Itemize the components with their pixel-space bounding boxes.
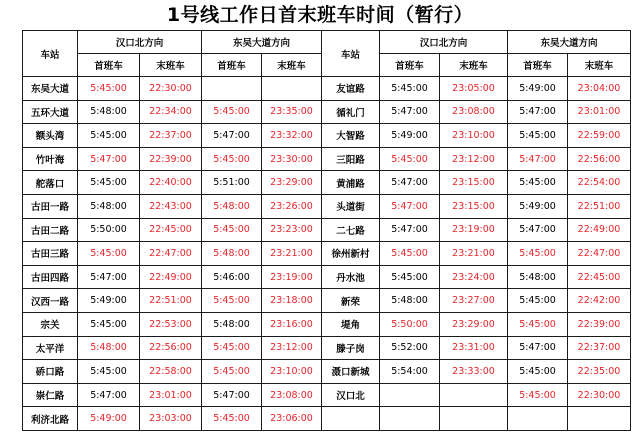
dongwu-first-train-cell: 5:45:00	[202, 289, 262, 313]
station-name-cell: 额头湾	[23, 124, 78, 148]
station-name-cell: 大智路	[322, 124, 380, 148]
dongwu-first-train-cell: 5:47:00	[202, 124, 262, 148]
dongwu-first-train-cell: 5:46:00	[202, 265, 262, 289]
dongwu-first-train-cell	[202, 77, 262, 101]
hankou-first-train-cell	[380, 407, 440, 431]
hankou-last-train-cell: 23:12:00	[440, 147, 508, 171]
dongwu-last-train-cell: 23:04:00	[568, 77, 631, 101]
dongwu-last-train-cell: 23:35:00	[262, 100, 322, 124]
dongwu-first-train-cell: 5:47:00	[508, 100, 568, 124]
dongwu-last-train-cell: 22:49:00	[568, 218, 631, 242]
hankou-last-train-cell: 23:33:00	[440, 360, 508, 384]
timetable	[22, 30, 631, 431]
hankou-first-train-cell: 5:48:00	[78, 336, 140, 360]
dongwu-first-train-cell: 5:45:00	[508, 171, 568, 195]
hankou-first-train-cell: 5:47:00	[380, 100, 440, 124]
dongwu-first-train-cell: 5:48:00	[202, 194, 262, 218]
hankou-last-train-cell: 22:58:00	[140, 360, 202, 384]
dongwu-first-train-cell: 5:45:00	[508, 312, 568, 336]
first-train-header: 首班车	[508, 54, 568, 77]
dongwu-first-train-cell	[508, 407, 568, 431]
hankou-last-train-cell: 23:10:00	[440, 124, 508, 148]
dongwu-last-train-cell	[568, 407, 631, 431]
hankou-last-train-cell: 23:03:00	[140, 407, 202, 431]
dongwu-last-train-cell: 22:47:00	[568, 242, 631, 266]
hankou-last-train-cell: 22:51:00	[140, 289, 202, 313]
dongwu-first-train-cell: 5:48:00	[202, 242, 262, 266]
station-name-cell: 宗关	[23, 312, 78, 336]
station-name-cell: 竹叶海	[23, 147, 78, 171]
dongwu-last-train-cell: 23:06:00	[262, 407, 322, 431]
station-name-cell: 古田三路	[23, 242, 78, 266]
dongwu-first-train-cell: 5:45:00	[508, 360, 568, 384]
station-name-cell: 五环大道	[23, 100, 78, 124]
last-train-header: 末班车	[140, 54, 202, 77]
station-name-cell: 滠口新城	[322, 360, 380, 384]
hankou-first-train-cell: 5:45:00	[380, 147, 440, 171]
hankou-last-train-cell: 22:49:00	[140, 265, 202, 289]
station-column-header: 车站	[322, 31, 380, 77]
table-row	[23, 383, 631, 407]
hankou-last-train-cell	[440, 383, 508, 407]
hankou-last-train-cell: 23:21:00	[440, 242, 508, 266]
dongwu-first-train-cell: 5:45:00	[508, 383, 568, 407]
hankou-first-train-cell: 5:47:00	[78, 383, 140, 407]
hankou-last-train-cell: 23:15:00	[440, 194, 508, 218]
dongwu-last-train-cell: 22:45:00	[568, 265, 631, 289]
station-name-cell: 硚口路	[23, 360, 78, 384]
station-name-cell: 三阳路	[322, 147, 380, 171]
station-name-cell: 循礼门	[322, 100, 380, 124]
dongwu-last-train-cell: 23:23:00	[262, 218, 322, 242]
hankou-first-train-cell: 5:45:00	[78, 77, 140, 101]
hankou-last-train-cell: 23:27:00	[440, 289, 508, 313]
hankou-last-train-cell: 22:40:00	[140, 171, 202, 195]
station-name-cell: 头道街	[322, 194, 380, 218]
station-name-cell: 二七路	[322, 218, 380, 242]
dongwu-first-train-cell: 5:49:00	[508, 77, 568, 101]
hankou-first-train-cell: 5:52:00	[380, 336, 440, 360]
dongwu-first-train-cell: 5:45:00	[508, 242, 568, 266]
table-row	[23, 242, 631, 266]
table-row	[23, 265, 631, 289]
station-name-cell: 舵落口	[23, 171, 78, 195]
station-name-cell	[322, 407, 380, 431]
dongwu-first-train-cell: 5:51:00	[202, 171, 262, 195]
dongwu-last-train-cell: 23:18:00	[262, 289, 322, 313]
dongwu-first-train-cell: 5:45:00	[202, 360, 262, 384]
dongwu-last-train-cell: 22:56:00	[568, 147, 631, 171]
dongwu-first-train-cell: 5:47:00	[508, 218, 568, 242]
station-name-cell: 黄浦路	[322, 171, 380, 195]
hankou-last-train-cell: 22:30:00	[140, 77, 202, 101]
hankou-direction-header: 汉口北方向	[380, 31, 508, 54]
hankou-last-train-cell: 23:31:00	[440, 336, 508, 360]
table-row	[23, 194, 631, 218]
dongwu-last-train-cell: 23:30:00	[262, 147, 322, 171]
dongwu-last-train-cell: 22:54:00	[568, 171, 631, 195]
hankou-first-train-cell: 5:48:00	[78, 100, 140, 124]
hankou-first-train-cell: 5:48:00	[78, 194, 140, 218]
last-train-header: 末班车	[568, 54, 631, 77]
hankou-first-train-cell: 5:49:00	[78, 289, 140, 313]
hankou-last-train-cell: 22:37:00	[140, 124, 202, 148]
dongwu-last-train-cell: 23:16:00	[262, 312, 322, 336]
dongwu-first-train-cell: 5:47:00	[508, 336, 568, 360]
hankou-first-train-cell: 5:48:00	[380, 289, 440, 313]
first-train-header: 首班车	[202, 54, 262, 77]
hankou-last-train-cell: 22:45:00	[140, 218, 202, 242]
hankou-last-train-cell: 22:53:00	[140, 312, 202, 336]
hankou-last-train-cell	[440, 407, 508, 431]
dongwu-first-train-cell: 5:45:00	[202, 407, 262, 431]
dongwu-last-train-cell: 23:32:00	[262, 124, 322, 148]
page-title: 1号线工作日首末班车时间（暂行）	[166, 4, 474, 26]
hankou-first-train-cell: 5:50:00	[78, 218, 140, 242]
hankou-first-train-cell	[380, 383, 440, 407]
dongwu-last-train-cell: 23:29:00	[262, 171, 322, 195]
hankou-direction-header: 汉口北方向	[78, 31, 202, 54]
table-row	[23, 77, 631, 101]
hankou-first-train-cell: 5:45:00	[78, 312, 140, 336]
dongwu-last-train-cell: 23:21:00	[262, 242, 322, 266]
station-name-cell: 东吴大道	[23, 77, 78, 101]
hankou-first-train-cell: 5:45:00	[78, 124, 140, 148]
header-row-directions	[23, 31, 631, 54]
station-name-cell: 利济北路	[23, 407, 78, 431]
station-name-cell: 古田四路	[23, 265, 78, 289]
hankou-first-train-cell: 5:47:00	[380, 171, 440, 195]
dongwu-last-train-cell: 22:39:00	[568, 312, 631, 336]
table-row	[23, 336, 631, 360]
station-name-cell: 太平洋	[23, 336, 78, 360]
hankou-last-train-cell: 22:34:00	[140, 100, 202, 124]
hankou-first-train-cell: 5:54:00	[380, 360, 440, 384]
table-row	[23, 289, 631, 313]
dongwu-last-train-cell: 23:26:00	[262, 194, 322, 218]
last-train-header: 末班车	[440, 54, 508, 77]
first-train-header: 首班车	[78, 54, 140, 77]
station-name-cell: 徐州新村	[322, 242, 380, 266]
table-row	[23, 218, 631, 242]
hankou-last-train-cell: 23:24:00	[440, 265, 508, 289]
dongwu-first-train-cell: 5:47:00	[508, 147, 568, 171]
hankou-first-train-cell: 5:49:00	[380, 124, 440, 148]
hankou-last-train-cell: 23:29:00	[440, 312, 508, 336]
hankou-last-train-cell: 23:19:00	[440, 218, 508, 242]
dongwu-first-train-cell: 5:48:00	[202, 312, 262, 336]
dongwu-first-train-cell: 5:45:00	[202, 147, 262, 171]
hankou-last-train-cell: 22:56:00	[140, 336, 202, 360]
dongwu-first-train-cell: 5:45:00	[508, 289, 568, 313]
table-row	[23, 407, 631, 431]
hankou-last-train-cell: 23:15:00	[440, 171, 508, 195]
dongwu-last-train-cell: 22:51:00	[568, 194, 631, 218]
hankou-first-train-cell: 5:47:00	[78, 147, 140, 171]
table-row	[23, 171, 631, 195]
table-row	[23, 124, 631, 148]
hankou-first-train-cell: 5:45:00	[380, 265, 440, 289]
dongwu-last-train-cell: 22:35:00	[568, 360, 631, 384]
hankou-first-train-cell: 5:45:00	[78, 171, 140, 195]
hankou-last-train-cell: 22:47:00	[140, 242, 202, 266]
dongwu-last-train-cell: 23:01:00	[568, 100, 631, 124]
hankou-first-train-cell: 5:47:00	[78, 265, 140, 289]
dongwu-first-train-cell: 5:45:00	[202, 218, 262, 242]
station-column-header: 车站	[23, 31, 78, 77]
dongwu-last-train-cell: 23:10:00	[262, 360, 322, 384]
hankou-first-train-cell: 5:50:00	[380, 312, 440, 336]
dongwu-last-train-cell: 22:37:00	[568, 336, 631, 360]
station-name-cell: 友谊路	[322, 77, 380, 101]
dongwu-last-train-cell: 22:30:00	[568, 383, 631, 407]
first-train-header: 首班车	[380, 54, 440, 77]
dongwu-last-train-cell: 22:59:00	[568, 124, 631, 148]
station-name-cell: 堤角	[322, 312, 380, 336]
dongwu-direction-header: 东吴大道方向	[202, 31, 322, 54]
dongwu-first-train-cell: 5:45:00	[202, 336, 262, 360]
station-name-cell: 汉西一路	[23, 289, 78, 313]
hankou-last-train-cell: 23:01:00	[140, 383, 202, 407]
station-name-cell: 古田二路	[23, 218, 78, 242]
hankou-first-train-cell: 5:49:00	[78, 407, 140, 431]
table-row	[23, 147, 631, 171]
dongwu-last-train-cell	[262, 77, 322, 101]
hankou-first-train-cell: 5:45:00	[78, 360, 140, 384]
table-row	[23, 312, 631, 336]
station-name-cell: 崇仁路	[23, 383, 78, 407]
station-name-cell: 古田一路	[23, 194, 78, 218]
station-name-cell: 新荣	[322, 289, 380, 313]
hankou-last-train-cell: 22:39:00	[140, 147, 202, 171]
last-train-header: 末班车	[262, 54, 322, 77]
hankou-first-train-cell: 5:45:00	[78, 242, 140, 266]
hankou-last-train-cell: 23:08:00	[440, 100, 508, 124]
timetable-body	[23, 77, 631, 431]
dongwu-first-train-cell: 5:45:00	[508, 124, 568, 148]
dongwu-last-train-cell: 22:42:00	[568, 289, 631, 313]
dongwu-last-train-cell: 23:12:00	[262, 336, 322, 360]
station-name-cell: 丹水池	[322, 265, 380, 289]
table-row	[23, 360, 631, 384]
dongwu-last-train-cell: 23:08:00	[262, 383, 322, 407]
hankou-first-train-cell: 5:45:00	[380, 242, 440, 266]
dongwu-first-train-cell: 5:48:00	[508, 265, 568, 289]
hankou-first-train-cell: 5:45:00	[380, 77, 440, 101]
dongwu-first-train-cell: 5:45:00	[202, 100, 262, 124]
hankou-last-train-cell: 22:43:00	[140, 194, 202, 218]
table-row	[23, 100, 631, 124]
dongwu-last-train-cell: 23:19:00	[262, 265, 322, 289]
hankou-first-train-cell: 5:47:00	[380, 194, 440, 218]
dongwu-first-train-cell: 5:47:00	[202, 383, 262, 407]
dongwu-direction-header: 东吴大道方向	[508, 31, 631, 54]
hankou-last-train-cell: 23:05:00	[440, 77, 508, 101]
dongwu-first-train-cell: 5:49:00	[508, 194, 568, 218]
station-name-cell: 滕子岗	[322, 336, 380, 360]
station-name-cell: 汉口北	[322, 383, 380, 407]
hankou-first-train-cell: 5:47:00	[380, 218, 440, 242]
